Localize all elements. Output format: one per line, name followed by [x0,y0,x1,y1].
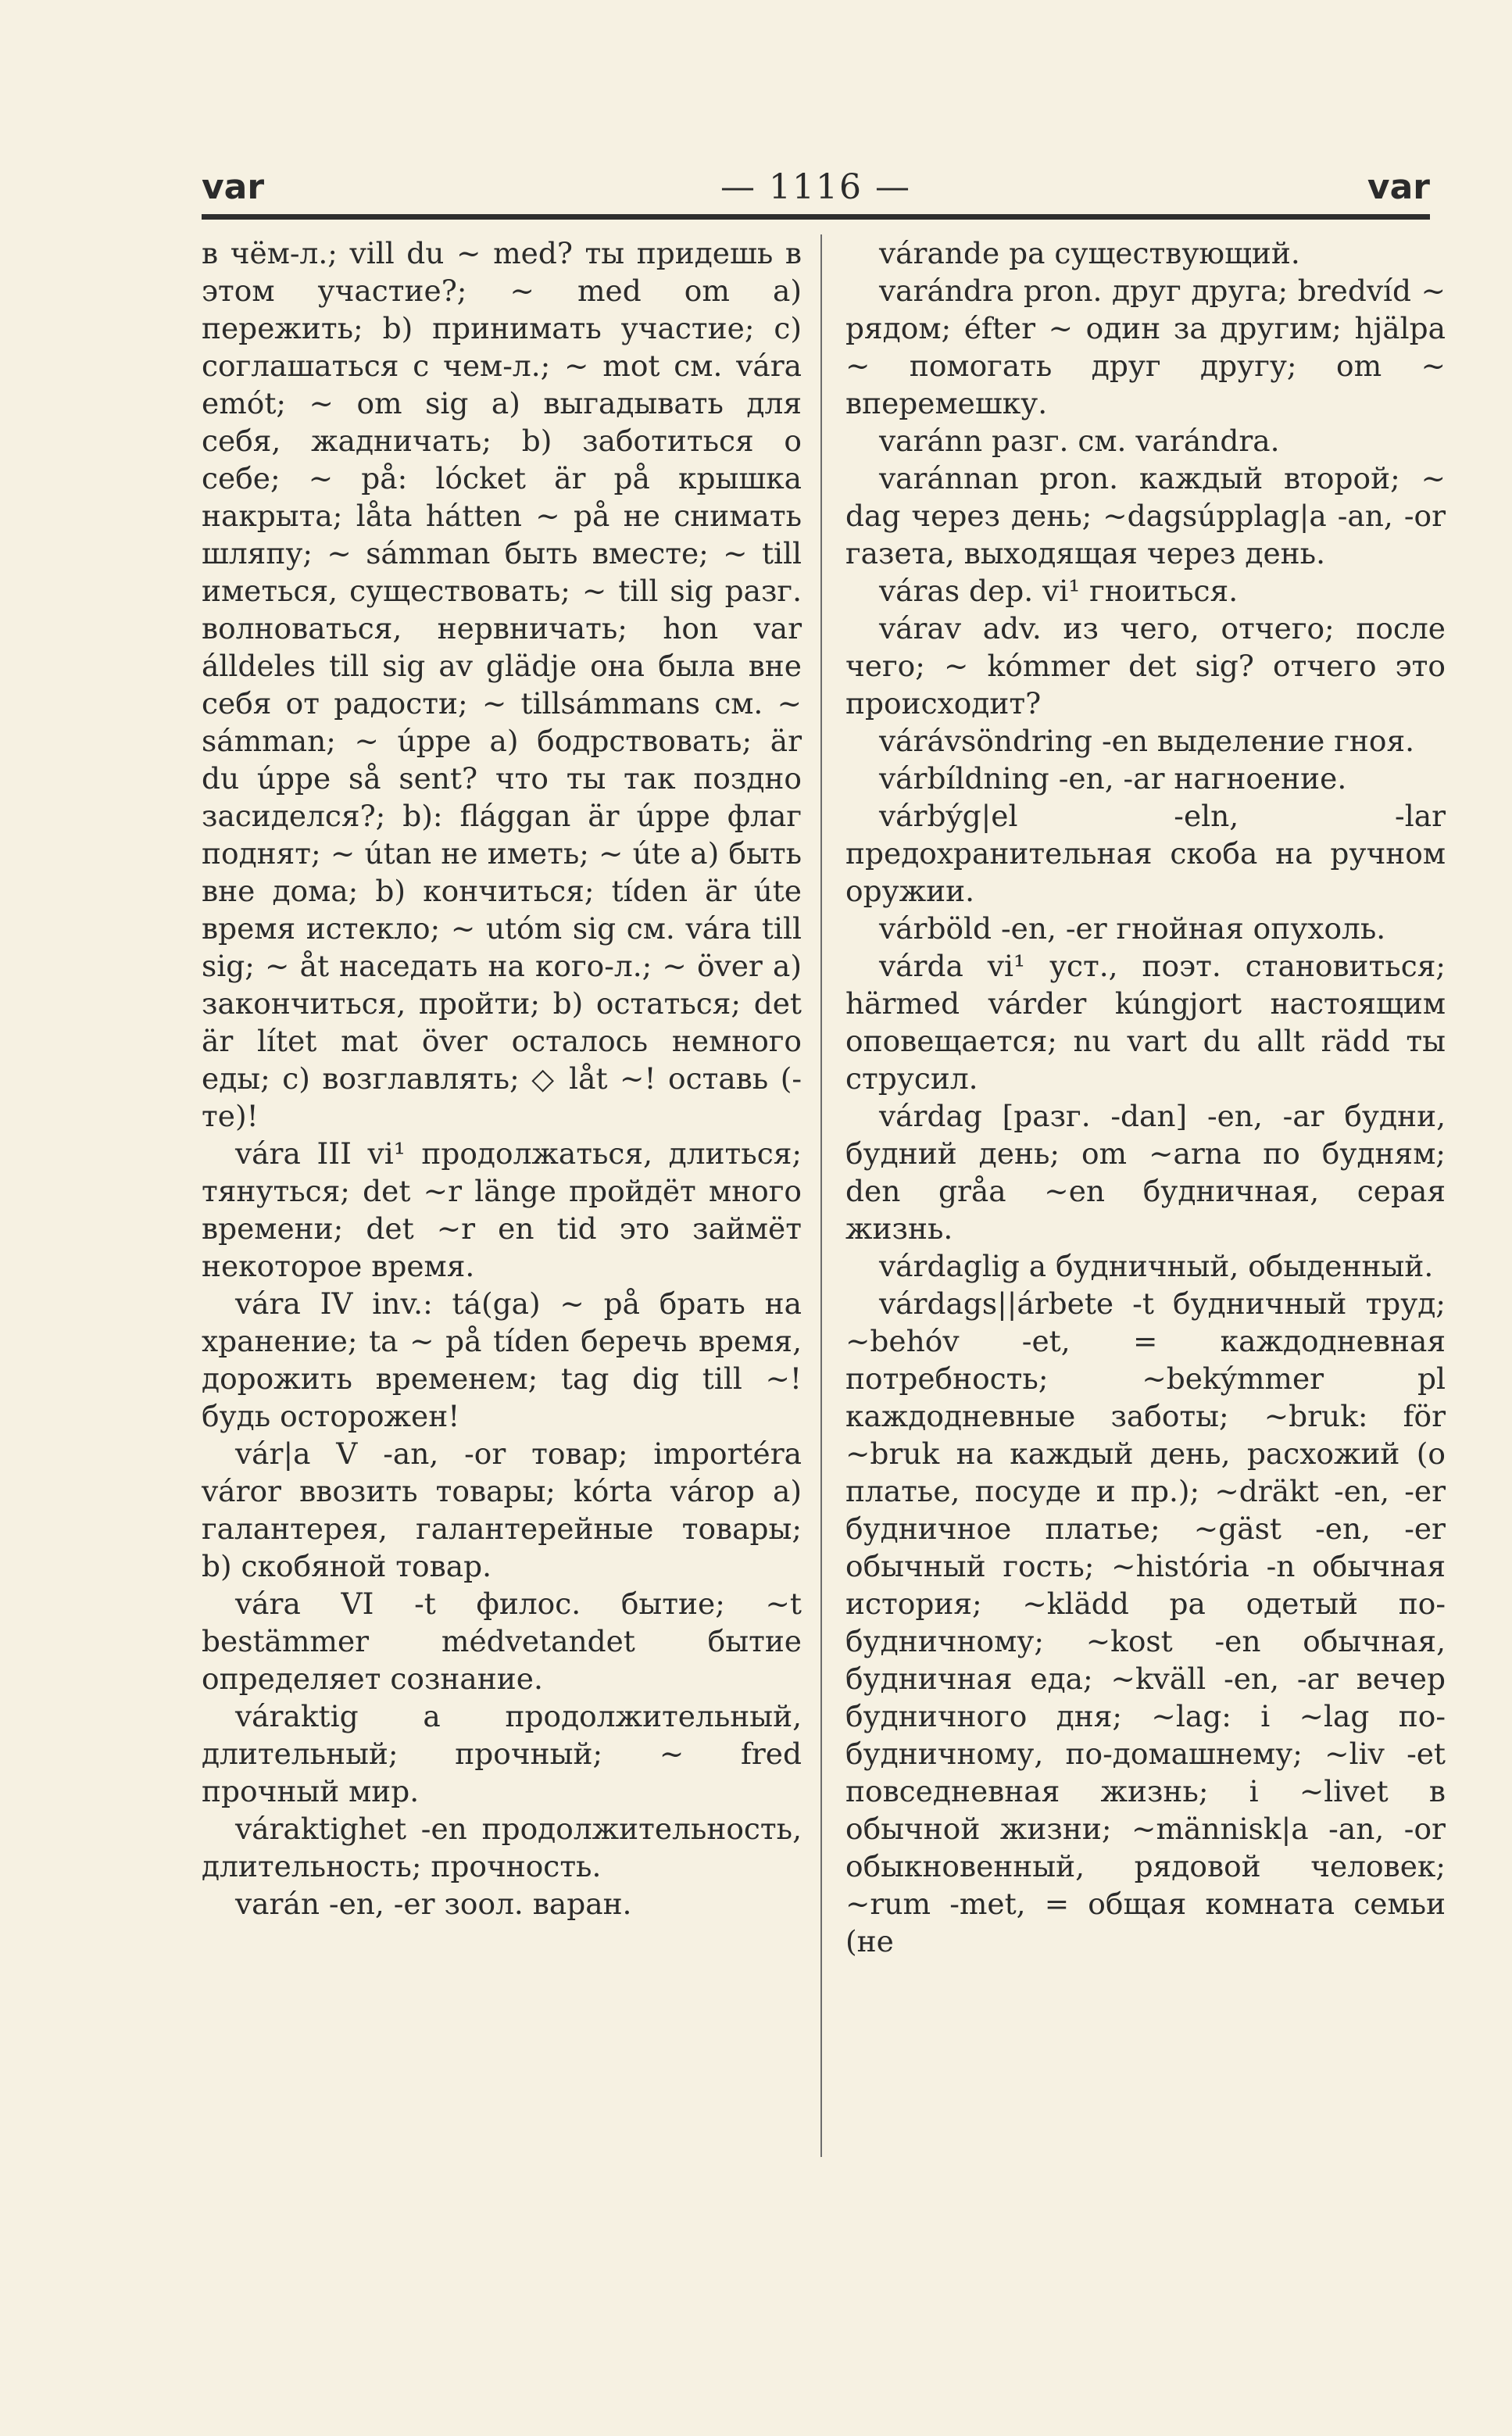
entry-vara-iv: vára IV inv.: tá(ga) ~ på брать на хранение; ta ~ på tíden беречь время, дорожить временем; tag dig till ~! будь осторожен! [202,1286,802,1433]
entry-vara-v: vár|a V -an, -or товар; importéra váror ввозить товары; kórta várор a) галантерея, галантерейные товары; b) скобяной товар. [202,1436,802,1583]
page-number: — 1116 — [720,167,911,207]
entry-varavsondring: várávsöndring -en выделение гноя. [879,724,1415,758]
entry-vardag: várdag [разг. -dan] -en, -ar будни, будний день; om ~arna по будням; den gråa ~en будничная, серая жизнь. [845,1099,1446,1246]
entry-varas: váras dep. vi¹ гноиться. [879,574,1239,608]
entry-vara-vi: vára VI -t филос. бытие; ~t bestämmer médvetandet бытие определяет сознание. [202,1586,802,1696]
column-divider [820,234,822,2157]
right-column [845,234,1446,1960]
entry-varann: varánn разг. см. varándra. [879,424,1280,458]
entry-varbygel: várbýg|el -eln, -lar предохранительная скоба на ручном оружии. [845,799,1446,908]
entry-varannan: varánnan pron. каждый второй; ~ dag через день; ~dagsúpplag|a -an, -or газета, выходящая через день. [845,461,1446,571]
entry-varbildning: várbíldning -en, -ar нагноение. [879,761,1347,796]
header-rule [202,214,1430,220]
entry-varbold: várböld -en, -er гнойная опухоль. [879,911,1386,946]
entry-vardaglig: várdaglig a будничный, обыденный. [879,1249,1434,1283]
left-column [202,234,802,1923]
page-header [202,166,1430,209]
right-running-headword: var [1367,167,1430,207]
entry-varaktig: váraktig a продолжительный, длительный; прочный; ~ fred прочный мир. [202,1699,802,1808]
entry-continuation: в чём-л.; vill du ~ med? ты придешь в этом участие?; ~ med om a) пережить; b) принимать участие; c) соглашаться с чем-л.; ~ mot см. vára emót; ~ om sig a) выгадывать для себя, жадничать; b) заботиться о себе; ~ på: lócket är på крышка накрыта; låta hátten ~ på не снимать шляпу; ~ sámman быть вместе; ~ till иметься, существовать; ~ till sig разг. волноваться, нервничать; hon var álldeles till sig av glädje она была вне себя от радости; ~ tillsámmans см. ~ sámman; ~ úppe a) бодрствовать; är du úppe så sent? что ты так поздно засиделся?; b): flággan är úppe флаг поднят; ~ útan не иметь; ~ úte a) быть вне дома; b) кончиться; tíden är úte время истекло; ~ utóm sig см. vára till sig; ~ åt наседать на кого-л.; ~ över a) закончиться, пройти; b) остаться; det är lítet mat över осталось немного еды; c) возглавлять; ◇ låt ~! оставь (-те)! [202,236,802,1133]
entry-varda: várda vi¹ уст., поэт. становиться; härmed várder kúngjort настоящим оповещается; nu vart du allt rädd ты струсил. [845,949,1446,1096]
left-running-headword: var [202,167,265,207]
entry-varande: várande pa существующий. [879,236,1300,270]
entry-vardagsarbete: várdags||árbete -t будничный труд; ~behóv -et, = каждодневная потребность; ~bekýmmer pl каждодневные заботы; ~bruk: för ~bruk на каждый день, расхожий (о платье, посуде и пр.); ~dräkt -en, -er будничное платье; ~gäst -en, -er обычный гость; ~história -n обычная история; ~klädd pa одетый по-будничному; ~kost -en обычная, будничная еда; ~kväll -en, -ar вечер будничного дня; ~lag: i ~lag по-будничному, по-домашнему; ~liv -et повседневная жизнь; i ~livet в обычной жизни; ~människ|a -an, -or обыкновенный, рядовой человек; ~rum -met, = общая комната семьи (не [845,1286,1446,1958]
entry-varaktighet: váraktighet -en продолжительность, длительность; прочность. [202,1812,802,1883]
entry-vara-iii: vára III vi¹ продолжаться, длиться; тянуться; det ~r länge пройдёт много времени; det ~r en tid это займёт некоторое время. [202,1136,802,1283]
entry-varandra: varándra pron. друг друга; bredvíd ~ рядом; éfter ~ один за другим; hjälpa ~ помогать друг другу; om ~ вперемешку. [845,274,1446,420]
entry-varan: varán -en, -er зоол. варан. [235,1887,632,1921]
entry-varav: várav adv. из чего, отчего; после чего; ~ kómmer det sig? отчего это происходит? [845,611,1446,721]
